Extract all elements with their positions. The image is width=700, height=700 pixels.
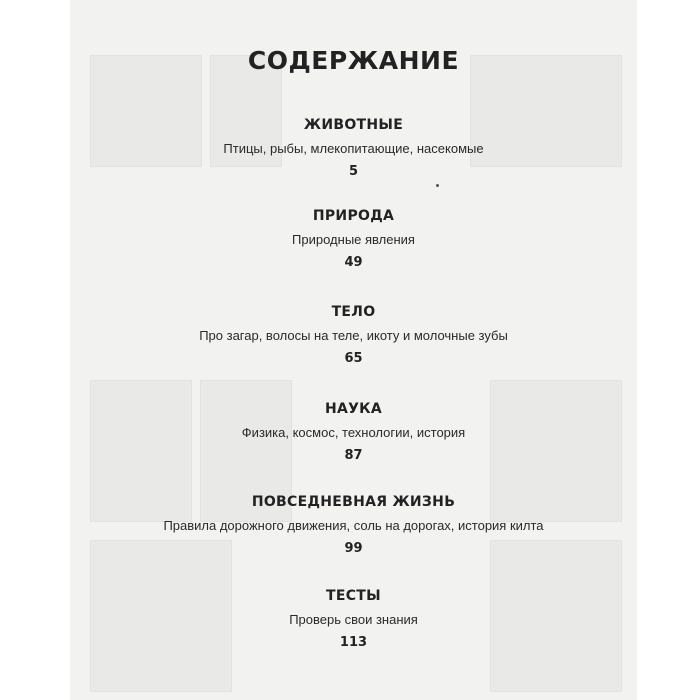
toc-entry-animals	[70, 116, 637, 180]
entry-description: Про загар, волосы на теле, икоту и молочные зубы	[199, 328, 508, 343]
entry-heading: ТЕСТЫ	[326, 588, 381, 604]
entry-page-number: 65	[344, 351, 363, 366]
book-page	[70, 0, 637, 700]
entry-description: Проверь свои знания	[289, 612, 418, 627]
entry-description: Правила дорожного движения, соль на дорогах, история килта	[163, 518, 544, 533]
entry-page-number: 5	[348, 164, 359, 179]
toc-entry-nature	[70, 207, 637, 271]
entry-page-number: 87	[344, 448, 363, 463]
toc-entry-science	[70, 400, 637, 464]
entry-heading: НАУКА	[324, 401, 383, 417]
entry-heading: ПОВСЕДНЕВНАЯ ЖИЗНЬ	[251, 494, 456, 510]
toc-entry-tests	[70, 587, 637, 651]
toc-entry-everyday-life	[70, 493, 637, 557]
entry-description: Птицы, рыбы, млекопитающие, насекомые	[223, 141, 484, 156]
entry-description: Природные явления	[292, 232, 415, 247]
print-speck	[436, 184, 439, 187]
entry-page-number: 49	[344, 255, 363, 270]
entry-heading: ЖИВОТНЫЕ	[303, 117, 404, 133]
table-of-contents	[70, 0, 637, 700]
entry-heading: ПРИРОДА	[312, 208, 395, 224]
entry-description: Физика, космос, технологии, история	[241, 425, 466, 440]
entry-heading: ТЕЛО	[331, 304, 376, 320]
entry-page-number: 113	[339, 635, 368, 650]
toc-entry-body	[70, 303, 637, 367]
page-title: СОДЕРЖАНИЕ	[247, 46, 460, 75]
entry-page-number: 99	[344, 541, 363, 556]
